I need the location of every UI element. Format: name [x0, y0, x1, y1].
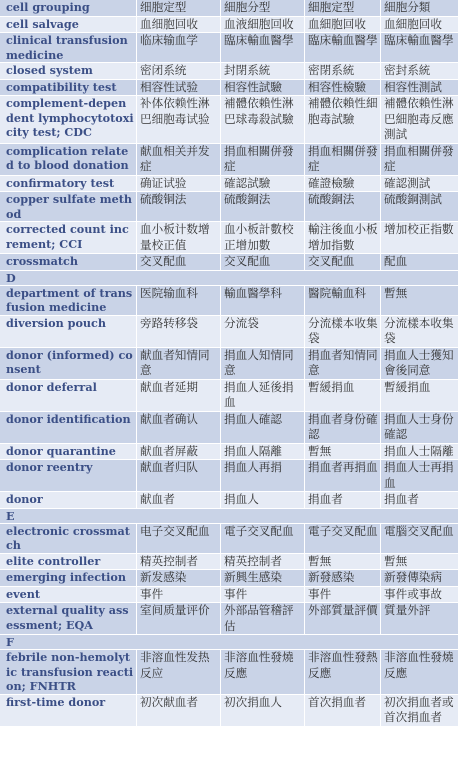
translation-hong-kong-traditional: 相容性測試	[381, 80, 459, 97]
glossary-row	[0, 192, 459, 222]
translation-macau-traditional: 暫無	[305, 444, 381, 461]
translation-taiwan-traditional: 外部品管稽評估	[221, 603, 305, 635]
translation-mainland-simplified: 补体依赖性淋巴细胞毒试验	[137, 96, 221, 144]
translation-mainland-simplified: 精英控制者	[137, 554, 221, 571]
translation-taiwan-traditional: 捐血相關併發症	[221, 144, 305, 176]
translation-taiwan-traditional: 精英控制者	[221, 554, 305, 571]
translation-taiwan-traditional: 捐血人再捐	[221, 460, 305, 492]
translation-taiwan-traditional: 交叉配血	[221, 254, 305, 271]
glossary-row	[0, 96, 459, 144]
translation-mainland-simplified: 献血者归队	[137, 460, 221, 492]
english-term: febrile non-hemolytic transfusion reaction; FNHTR	[0, 650, 137, 695]
section-letter-row	[0, 271, 459, 286]
glossary-row	[0, 316, 459, 348]
glossary-row	[0, 17, 459, 34]
translation-macau-traditional: 補體依賴性細胞毒試驗	[305, 96, 381, 144]
english-term: first-time donor	[0, 695, 137, 727]
english-term: complication related to blood donation	[0, 144, 137, 176]
translation-mainland-simplified: 献血者	[137, 492, 221, 509]
translation-macau-traditional: 事件	[305, 587, 381, 604]
translation-mainland-simplified: 献血者屏蔽	[137, 444, 221, 461]
glossary-row	[0, 222, 459, 254]
glossary-row	[0, 254, 459, 271]
translation-macau-traditional: 捐血相關併發症	[305, 144, 381, 176]
english-term: closed system	[0, 63, 137, 80]
translation-hong-kong-traditional: 補體依賴性淋巴細胞毒反應測試	[381, 96, 459, 144]
glossary-row	[0, 603, 459, 635]
translation-macau-traditional: 捐血者再捐血	[305, 460, 381, 492]
translation-taiwan-traditional: 補體依賴性淋巴球毒殺試驗	[221, 96, 305, 144]
translation-mainland-simplified: 献血者确认	[137, 412, 221, 444]
translation-macau-traditional: 非溶血性發熱反應	[305, 650, 381, 695]
translation-hong-kong-traditional: 初次捐血者或首次捐血者	[381, 695, 459, 727]
english-term: confirmatory test	[0, 176, 137, 193]
glossary-row	[0, 695, 459, 727]
translation-hong-kong-traditional: 增加校正指數	[381, 222, 459, 254]
translation-taiwan-traditional: 捐血人確認	[221, 412, 305, 444]
translation-taiwan-traditional: 分流袋	[221, 316, 305, 348]
translation-mainland-simplified: 旁路转移袋	[137, 316, 221, 348]
glossary-row	[0, 554, 459, 571]
translation-macau-traditional: 硫酸銅法	[305, 192, 381, 222]
translation-taiwan-traditional: 相容性試驗	[221, 80, 305, 97]
translation-macau-traditional: 新發感染	[305, 570, 381, 587]
english-term: event	[0, 587, 137, 604]
english-term: emerging infection	[0, 570, 137, 587]
translation-hong-kong-traditional: 臨床輸血醫學	[381, 33, 459, 63]
translation-hong-kong-traditional: 捐血人士再捐血	[381, 460, 459, 492]
glossary-row	[0, 444, 459, 461]
glossary-row	[0, 286, 459, 316]
translation-taiwan-traditional: 事件	[221, 587, 305, 604]
translation-hong-kong-traditional: 分流樣本收集袋	[381, 316, 459, 348]
english-term: crossmatch	[0, 254, 137, 271]
translation-macau-traditional: 臨床輸血醫學	[305, 33, 381, 63]
glossary-row	[0, 0, 459, 17]
translation-mainland-simplified: 事件	[137, 587, 221, 604]
english-term: donor reentry	[0, 460, 137, 492]
english-term: cell grouping	[0, 0, 137, 17]
translation-hong-kong-traditional: 硫酸銅測試	[381, 192, 459, 222]
translation-mainland-simplified: 细胞定型	[137, 0, 221, 17]
translation-hong-kong-traditional: 新發傳染病	[381, 570, 459, 587]
english-term: elite controller	[0, 554, 137, 571]
translation-taiwan-traditional: 新興生感染	[221, 570, 305, 587]
translation-macau-traditional: 血細胞回收	[305, 17, 381, 34]
english-term: cell salvage	[0, 17, 137, 34]
translation-mainland-simplified: 室间质量评价	[137, 603, 221, 635]
translation-hong-kong-traditional: 密封系統	[381, 63, 459, 80]
translation-hong-kong-traditional: 捐血人士隔離	[381, 444, 459, 461]
translation-hong-kong-traditional: 非溶血性發燒反應	[381, 650, 459, 695]
translation-mainland-simplified: 相容性试验	[137, 80, 221, 97]
translation-taiwan-traditional: 確認試驗	[221, 176, 305, 193]
translation-hong-kong-traditional: 配血	[381, 254, 459, 271]
glossary-row	[0, 33, 459, 63]
glossary-row	[0, 412, 459, 444]
translation-taiwan-traditional: 捐血人知情同意	[221, 348, 305, 380]
translation-macau-traditional: 首次捐血者	[305, 695, 381, 727]
glossary-row	[0, 380, 459, 412]
translation-hong-kong-traditional: 捐血相關併發症	[381, 144, 459, 176]
translation-hong-kong-traditional: 暫無	[381, 554, 459, 571]
english-term: copper sulfate method	[0, 192, 137, 222]
section-letter: F	[0, 635, 459, 650]
translation-taiwan-traditional: 非溶血性發燒反應	[221, 650, 305, 695]
translation-macau-traditional: 電子交叉配血	[305, 524, 381, 554]
english-term: electronic crossmatch	[0, 524, 137, 554]
glossary-row	[0, 460, 459, 492]
translation-hong-kong-traditional: 細胞分類	[381, 0, 459, 17]
translation-mainland-simplified: 初次献血者	[137, 695, 221, 727]
translation-mainland-simplified: 密闭系统	[137, 63, 221, 80]
translation-mainland-simplified: 新发感染	[137, 570, 221, 587]
translation-taiwan-traditional: 臨床輸血醫學	[221, 33, 305, 63]
translation-hong-kong-traditional: 血細胞回收	[381, 17, 459, 34]
translation-mainland-simplified: 献血相关并发症	[137, 144, 221, 176]
translation-hong-kong-traditional: 質量外評	[381, 603, 459, 635]
translation-taiwan-traditional: 血液細胞回收	[221, 17, 305, 34]
translation-taiwan-traditional: 捐血人隔離	[221, 444, 305, 461]
translation-hong-kong-traditional: 事件或事故	[381, 587, 459, 604]
translation-hong-kong-traditional: 捐血者	[381, 492, 459, 509]
english-term: department of transfusion medicine	[0, 286, 137, 316]
translation-macau-traditional: 捐血者身份確認	[305, 412, 381, 444]
translation-taiwan-traditional: 細胞分型	[221, 0, 305, 17]
section-letter: D	[0, 271, 459, 286]
translation-taiwan-traditional: 硫酸銅法	[221, 192, 305, 222]
glossary-row	[0, 587, 459, 604]
glossary-row	[0, 570, 459, 587]
section-letter-row	[0, 509, 459, 524]
translation-taiwan-traditional: 電子交叉配血	[221, 524, 305, 554]
english-term: donor quarantine	[0, 444, 137, 461]
translation-taiwan-traditional: 封閉系統	[221, 63, 305, 80]
english-term: donor deferral	[0, 380, 137, 412]
translation-hong-kong-traditional: 暫無	[381, 286, 459, 316]
translation-hong-kong-traditional: 捐血人士獲知會後同意	[381, 348, 459, 380]
translation-macau-traditional: 分流樣本收集袋	[305, 316, 381, 348]
translation-mainland-simplified: 电子交叉配血	[137, 524, 221, 554]
translation-macau-traditional: 暫緩捐血	[305, 380, 381, 412]
glossary-row	[0, 524, 459, 554]
english-term: external quality assessment; EQA	[0, 603, 137, 635]
english-term: diversion pouch	[0, 316, 137, 348]
glossary-row	[0, 144, 459, 176]
translation-mainland-simplified: 献血者延期	[137, 380, 221, 412]
english-term: donor	[0, 492, 137, 509]
glossary-row	[0, 176, 459, 193]
translation-macau-traditional: 輸注後血小板增加指數	[305, 222, 381, 254]
translation-macau-traditional: 相容性檢驗	[305, 80, 381, 97]
translation-taiwan-traditional: 初次捐血人	[221, 695, 305, 727]
translation-hong-kong-traditional: 確認測試	[381, 176, 459, 193]
english-term: donor identification	[0, 412, 137, 444]
english-term: corrected count increment; CCI	[0, 222, 137, 254]
english-term: complement-dependent lymphocytotoxicity test; CDC	[0, 96, 137, 144]
glossary-row	[0, 80, 459, 97]
translation-taiwan-traditional: 捐血人	[221, 492, 305, 509]
glossary-row	[0, 650, 459, 695]
translation-mainland-simplified: 临床输血学	[137, 33, 221, 63]
translation-taiwan-traditional: 捐血人延後捐血	[221, 380, 305, 412]
section-letter: E	[0, 509, 459, 524]
glossary-row	[0, 492, 459, 509]
translation-mainland-simplified: 确证试验	[137, 176, 221, 193]
translation-hong-kong-traditional: 電腦交叉配血	[381, 524, 459, 554]
translation-mainland-simplified: 硫酸铜法	[137, 192, 221, 222]
translation-macau-traditional: 外部質量評價	[305, 603, 381, 635]
glossary-row	[0, 63, 459, 80]
translation-macau-traditional: 醫院輸血科	[305, 286, 381, 316]
translation-macau-traditional: 細胞定型	[305, 0, 381, 17]
translation-mainland-simplified: 献血者知情同意	[137, 348, 221, 380]
english-term: donor (informed) consent	[0, 348, 137, 380]
translation-macau-traditional: 交叉配血	[305, 254, 381, 271]
section-letter-row	[0, 635, 459, 650]
translation-mainland-simplified: 交叉配血	[137, 254, 221, 271]
translation-macau-traditional: 捐血者知情同意	[305, 348, 381, 380]
translation-mainland-simplified: 血小板计数增量校正值	[137, 222, 221, 254]
translation-macau-traditional: 暫無	[305, 554, 381, 571]
translation-mainland-simplified: 医院输血科	[137, 286, 221, 316]
translation-macau-traditional: 確證檢驗	[305, 176, 381, 193]
translation-mainland-simplified: 血细胞回收	[137, 17, 221, 34]
translation-macau-traditional: 密閉系統	[305, 63, 381, 80]
translation-taiwan-traditional: 血小板計數校正增加數	[221, 222, 305, 254]
english-term: clinical transfusion medicine	[0, 33, 137, 63]
translation-hong-kong-traditional: 捐血人士身份確認	[381, 412, 459, 444]
translation-taiwan-traditional: 輸血醫學科	[221, 286, 305, 316]
translation-hong-kong-traditional: 暫緩捐血	[381, 380, 459, 412]
glossary-row	[0, 348, 459, 380]
translation-macau-traditional: 捐血者	[305, 492, 381, 509]
translation-mainland-simplified: 非溶血性发热反应	[137, 650, 221, 695]
english-term: compatibility test	[0, 80, 137, 97]
